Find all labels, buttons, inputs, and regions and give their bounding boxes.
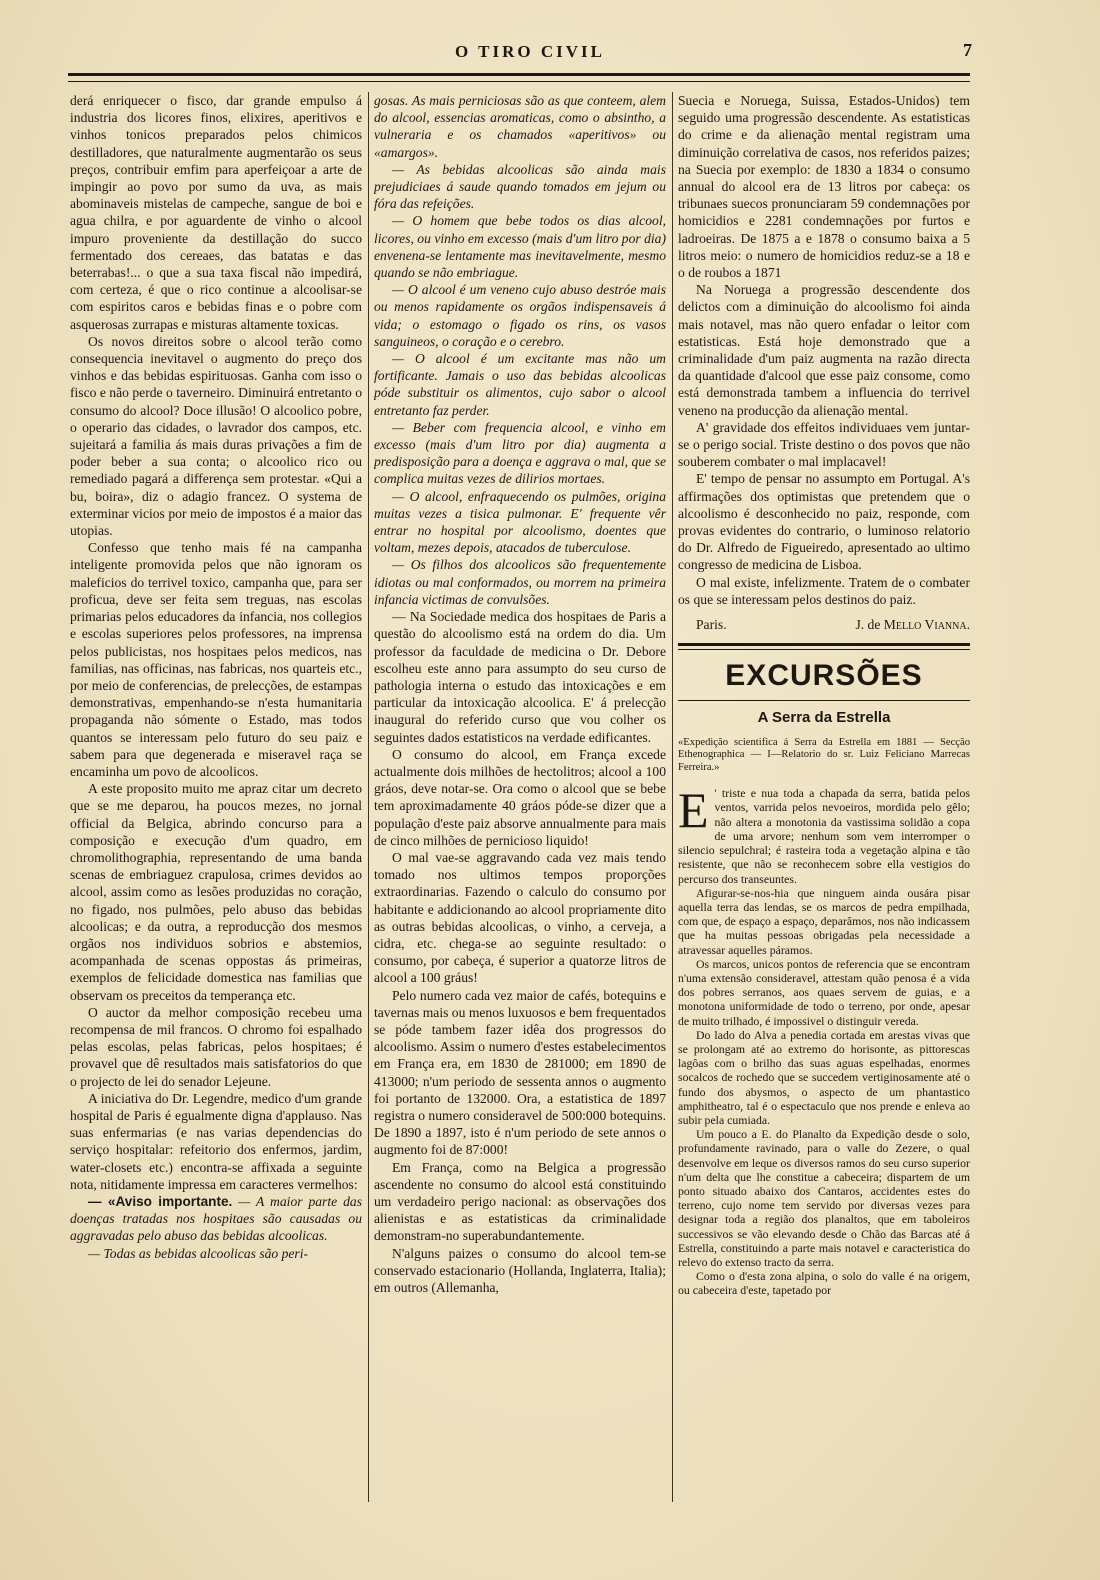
paragraph: [70, 1090, 362, 1193]
paragraph: [70, 92, 362, 333]
paragraph: [678, 1028, 970, 1127]
paragraph-text: Um pouco a E. do Planalto da Expedição desde o solo, profundamente ravinado, para o valle do Zezere, o qual desenvolve em leque os diversos ramos do seu curso superior n'um delta que lhe constitue a cabeceira; dispartem de um ponto situado abaixo dos Cantaros, accidentes estes do terreno, cujo nome tem servido por diversas vezes para designar toda a região dos planaltos, que em taboleiros successivos se vão elevando desde o Chão das Barcas até á Estrella, constituindo a parte mais notavel e caracteristica do relevo do extenso tracto da serra.: [678, 1127, 970, 1269]
paragraph: [374, 488, 666, 557]
paragraph-text: Em França, como na Belgica a progressão ascendente no consumo do alcool está constituindo um verdadeiro perigo nacional: as observações dos alienistas e as estatisticas da criminalidade demonstram-no superabundantemente.: [374, 1159, 666, 1244]
section-title: EXCURSÕES: [725, 659, 923, 693]
paragraph: [374, 556, 666, 608]
paragraph: [374, 350, 666, 419]
paragraph: [678, 470, 970, 573]
paragraph-text: N'alguns paizes o consumo do alcool tem-se conservado estacionario (Hollanda, Inglaterra, Italia); em outros (Allemanha,: [374, 1245, 666, 1296]
masthead-title: O TIRO CIVIL: [455, 42, 605, 61]
paragraph: [678, 419, 970, 471]
column-divider: [368, 92, 369, 1502]
paragraph: [374, 1245, 666, 1297]
column-right: [678, 92, 970, 1512]
column-divider: [672, 92, 673, 1502]
signature-author-name: Mello Vianna.: [883, 617, 970, 633]
running-head: [0, 40, 1100, 68]
paragraph-text: Afigurar-se-nos-hia que ninguem ainda ousára pisar aquella terra das lendas, se os marcos de pedra empilhada, com que, de espaço a espaço, deparâmos, nos não indicassem que ha muitas pessoas obrigadas pela necessidade a atravessar aquelles páramos.: [678, 885, 970, 957]
paragraph: [374, 161, 666, 213]
paragraph: [374, 212, 666, 281]
paragraph: [70, 1004, 362, 1090]
paragraph-text: O consumo do alcool, em França excede actualmente dois milhões de hectolitros; alcool a 100 gráos, deve notar-se. Ora como o alcool que se bebe tem aproximadamente 40 gráos póde-se dizer que a população d'este paiz absorve annualmente para mais de cinco milhões de pernicioso liquido!: [374, 746, 666, 848]
paragraph: [678, 281, 970, 419]
paragraph: [678, 886, 970, 957]
paragraph: [374, 1159, 666, 1245]
paragraph-text: Os novos direitos sobre o alcool terão como consequencia inevitavel o augmento do preço dos vinhos e das bebidas espirituosas. Ganha com isso o fisco e não perde o taverneiro. Diminuirá entretanto o consumo do alcool? Doce illusão! O alcoolico pobre, o operario das cidades, o lavrador dos campos, etc. sujeitará a familia ás mais duras privações a fim de poder beber a sua conta; o alcoolico rico ou remediado pagará a differença sem protestar. «Qui a bu, boira», diz o adagio francez. O systema de exterminar vicios por meio de impostos é a maior das utopias.: [70, 333, 362, 539]
paragraph-text: — O alcool, enfraquecendo os pulmões, origina muitas vezes a tisica pulmonar. E' frequente vêr entrar no hospital por alcoolismo, doentes que voltam, mezes depois, atacados de tuberculose.: [374, 488, 666, 556]
source-note: «Expedição scientifica á Serra da Estrella em 1881 — Secção Ethenographica — I—Relatorio do sr. Luiz Feliciano Marrecas Ferreira.»: [678, 736, 970, 773]
paragraph-text: A' gravidade dos effeitos individuaes vem juntar-se o perigo social. Triste destino o dos povos que não souberem combater o mal implacavel!: [678, 419, 970, 470]
excursoes-article-body: [678, 782, 970, 1298]
paragraph-text: — As bebidas alcoolicas são ainda mais prejudiciaes á saude quando tomados em jejum ou fóra das refeições.: [374, 161, 666, 212]
paragraph-text: — Beber com frequencia alcool, e vinho em excesso (mais d'um litro por dia) augmenta a predisposição para a doença e aggrava o mal, que se complica muitas vezes de dilirios mortaes.: [374, 419, 666, 487]
signature-place: Paris.: [696, 617, 727, 633]
paragraph-text: — Todas as bebidas alcoolicas são peri-: [88, 1245, 309, 1261]
paragraph-text: O mal vae-se aggravando cada vez mais tendo tomado nos ultimos tempos proporções extraordinarias. Fazendo o calculo do consumo por habitante e addicionando ao alcool propriamente dito as outras bebidas alcoolicas, o vinho, a cerveja, a cidra, etc. chega-se ao seguinte resultado: o consumo, por cabeça, é superior a quatorze litros de alcool a 100 gráus!: [374, 849, 666, 986]
article-title: A Serra da Estrella: [757, 709, 891, 727]
paragraph-text: A iniciativa do Dr. Legendre, medico d'um grande hospital de Paris é egualmente digna d'applauso. Nas suas enfermarias (e nas varias dependencias do serviço hospitalar: refeitorio dos enfermos, jardim, water-closets etc.) encontra-se affixada a seguinte nota, nitidamente impressa em caracteres vermelhos:: [70, 1090, 362, 1192]
paragraph: [70, 1193, 362, 1245]
paragraph-text: — O alcool é um veneno cujo abuso destróe mais ou menos rapidamente os orgãos indispensaveis á vida; o estomago o figado os rins, os vasos sanguineos, o coração e o cerebro.: [374, 282, 666, 349]
paragraph-text: — O alcool é um excitante mas não um fortificante. Jamais o uso das bebidas alcoolicas póde substituir os alimentos, cujo sabor o alcool entretanto faz perder.: [374, 351, 666, 418]
column-left: [70, 92, 362, 1512]
paragraph-text: Do lado do Alva a penedia cortada em arestas vivas que se prolongam até ao extremo do horisonte, as pittorescas lagôas com o brilho das suas aguas espelhadas, enormes socalcos de rochedo que se succedem vertiginosamente até o fundo dos abysmos, o aspecto de um phantastico amphitheatro, tal é o espectaculo que nos prende e enleva ao subir pela cumiada.: [678, 1027, 970, 1127]
section-subrule: [678, 700, 970, 701]
paragraph: [678, 782, 970, 886]
drop-cap: E: [678, 782, 709, 839]
paragraph-text: E' tempo de pensar no assumpto em Portugal. A's affirmações dos optimistas que pretendem que o alcoolismo é desconhecido no paiz, responde, com provas evidentes do contrario, o luminoso relatorio do Dr. Alfredo de Figueiredo, apresentado ao ultimo congresso de medicina de Lisboa.: [678, 471, 970, 573]
paragraph: [374, 92, 666, 161]
paragraph: [70, 780, 362, 1004]
paragraph-text: Confesso que tenho mais fé na campanha inteligente promovida pelos que não ignoram os maleficios do terrivel toxico, campanha que, para ser proficua, deve ser feita sem treguas, nas escolas primarias pelos educadores da infancia, nos collegios e escolas superiores pelos professores, na imprensa pelos publicistas, nos hospitaes pelos medicos, nas familias, nas officinas, nas fabricas, nos quarteis etc., por meio de conferencias, de prelecções, de estampas demonstrativas, empenhando-se n'esta humanitaria propaganda não sómente o Estado, mas todos quantos se interessam pelo futuro do seu paiz e sabem para que degenerada e miseravel raça se encaminha um povo de alcoolicos.: [70, 540, 362, 779]
paragraph: [70, 1245, 362, 1262]
paragraph: [70, 333, 362, 539]
signature-line: [678, 616, 970, 633]
page-number: 7: [963, 40, 972, 60]
paragraph-text: O mal existe, infelizmente. Tratem de o combater os que se interessam pelos destinos do paiz.: [678, 574, 970, 607]
paragraph: [374, 419, 666, 488]
paragraph: [374, 608, 666, 746]
paragraph: [374, 746, 666, 849]
paragraph-text: gosas. As mais perniciosas são as que conteem, alem do alcool, essencias aromaticas, como o absintho, a vulneraria e os chamados «aperitivos» ou «amargos».: [374, 93, 666, 160]
signature-author-prefix: J. de: [855, 617, 881, 633]
section-rule: [678, 643, 970, 650]
paragraph: [678, 957, 970, 1028]
paragraph: [678, 574, 970, 608]
paragraph: [678, 92, 970, 281]
column-middle: [374, 92, 666, 1512]
paragraph-text: — O homem que bebe todos os dias alcool, licores, ou vinho em excesso (mais d'um litro por dia) envenena-se lentamente mas inevitavelmente, mesmo quando se não embriague.: [374, 213, 666, 281]
paragraph-text: Na Noruega a progressão descendente dos delictos com a diminuição do alcoolismo foi ainda mais notavel, mas não quero enfadar o leitor com estatisticas. Está hoje demonstrado que a criminalidade d'um paiz augmenta na razão directa da quantidade d'alcool que esse paiz consome, como está demonstrada tambem a influencia do terrivel veneno na producção da alienação mental.: [678, 282, 970, 418]
signature-author: [837, 616, 970, 633]
paragraph-text: — Na Sociedade medica dos hospitaes de Paris a questão do alcoolismo está na ordem do dia. Um professor da faculdade de medicina o Dr. Debore escolheu este anno para assumpto do seu curso de pathologia interna o estudo das intoxicações e em particular da intoxicação alcoolica. E' á prelecção inaugural do referido curso que vou colher os seguintes dados estatisticos na verdade edificantes.: [374, 609, 666, 745]
paragraph-text: O auctor da melhor composição recebeu uma recompensa de mil francos. O chromo foi espalhado pelas escolas, pelas fabricas, pelos hospitaes; é provavel que dê resultados mais satisfatorios do que o projecto de lei do senador Lejeune.: [70, 1004, 362, 1089]
paragraph-text: Pelo numero cada vez maior de cafés, botequins e tavernas mais ou menos luxuosos e bem frequentados se póde tambem fazer idêa dos progressos do alcoolismo. Assim o numero d'estes estabelecimentos em França era, em 1830 de 281000; em 1890 de 413000; n'um periodo de sessenta annos o augmento foi portanto de 132000. Ora, a estatistica de 1897 registra o numero consideravel de 500:000 botequins. De 1890 a 1897, isto é n'um periodo de sete annos o augmento foi de 87:000!: [374, 987, 666, 1158]
header-double-rule: [68, 73, 970, 82]
paragraph: [374, 281, 666, 350]
paragraph-text: — A maior parte das doenças tratadas nos hospitaes são causadas ou aggravadas pelo abuso das bebidas alcoolicas.: [70, 1194, 362, 1244]
paragraph: [374, 849, 666, 987]
paragraph: [678, 1269, 970, 1297]
paragraph-text: Suecia e Noruega, Suissa, Estados-Unidos) tem seguido uma progressão descendente. As estatisticas do crime e da alienação mental registram uma diminuição correlativa de casos, nos referidos paizes; na Suecia por exemplo: de 1830 a 1834 o consumo annual do alcool era de 13 litros por cabeça: os tribunaes suecos pronunciaram 59 condemnações por homicidios e 2281 condemnações por furtos e ladroeiras. De 1875 a e 1878 o consumo baixa a 5 litros meio: o numero de homicidios reduz-se a 18 e o de roubos a 1871: [678, 93, 970, 281]
notice-heading: — «Aviso importante.: [88, 1194, 233, 1209]
paragraph-text: Como o d'esta zona alpina, o solo do valle é na origem, ou cabeceira d'este, tapetado por: [678, 1269, 970, 1298]
paragraph: [374, 987, 666, 1159]
paragraph-text: A este proposito muito me apraz citar um decreto que se me deparou, ha poucos mezes, no jornal official da Belgica, abrindo concurso para a composição e execução d'um quadro, em chromolithographia, representando de uma banda scenas de embriaguez crapulosa, crimes devidos ao alcool, assim como as lesões produzidas no coração, no figado, nos pulmões, pelo abuso das bebidas alcoolicas; e da outra, a reproducção dos mesmos orgãos nos individuos sobrios e abstemios, acompanhada de scenas oppostas ás primeiras, exemplos de felicidade domestica nas familias que observam os preceitos da temperança etc.: [70, 781, 362, 1003]
paragraph: [678, 1127, 970, 1269]
paragraph: [70, 539, 362, 780]
paragraph-text: — Os filhos dos alcoolicos são frequentemente idiotas ou mal conformados, ou morrem na primeira infancia victimas de convulsões.: [374, 557, 666, 607]
paragraph-text: derá enriquecer o fisco, dar grande empulso á industria dos licores finos, elixires, aperitivos e vinhos tonicos preparados pelos chimicos destilladores, que naturalmente augmentarão os seus preços, contribuir emfim para aperfeiçoar a arte de impingir ao povo por sumo da uva, as mais abominaveis mistelas de campeche, sangue de boi e agua chilra, e por aguardente de vinho o alcool impuro proveniente da destillação do succo fermentado dos cereaes, das batatas e das beterrabas!... o que a sua taxa fiscal não impedirá, com certeza, é que o rico continue a alcoolisar-se com espiritos caros e bebidas finas e o pobre com asquerosas zurrapas e misturas altamente toxicas.: [70, 93, 362, 332]
paragraph-text: ' triste e nua toda a chapada da serra, batida pelos ventos, varrida pelos nevoeiros, mordida pelo gêlo; não altera a monotonia da vastissima solidão a copa de uma arvore; nenhum som vem interromper o silencio sepulchral; é rasteira toda a vegetação alpina e tão resistente, que não se reconhecem sobre ella vestigios do percurso dos transeuntes.: [678, 786, 970, 886]
paragraph-text: Os marcos, unicos pontos de referencia que se encontram n'uma extensão consideravel, attestam quão penosa é a vida dos pobres serranos, aos quaes servem de guias, e a monotona uniformidade de todo o terreno, por onde, apesar de muito trilhado, é impossivel o distinguir vereda.: [678, 956, 970, 1028]
alcoholism-article-end: [678, 92, 970, 608]
